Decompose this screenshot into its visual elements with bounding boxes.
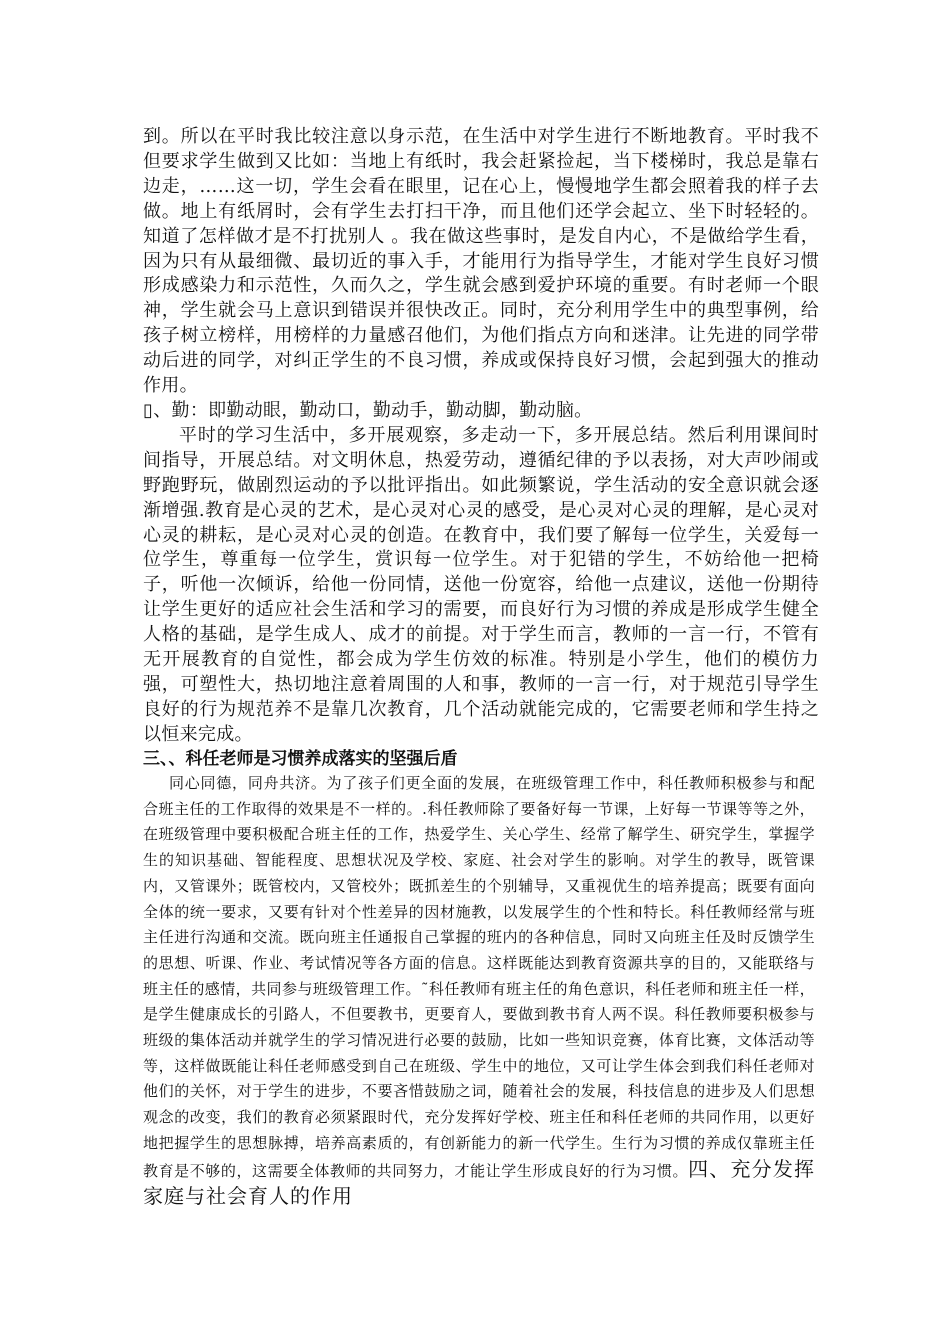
paragraph-diligence-heading (143, 399, 819, 424)
section-heading-3: 三、、科任老师是习惯养成落实的坚强后盾 (143, 749, 458, 769)
paragraph-subject-teachers (143, 771, 815, 1212)
missing-glyph-icon: ▯ (143, 399, 154, 421)
section-heading-4: 四、充分发挥家庭与社会育人的作用 (143, 1156, 815, 1209)
section-2-body (143, 125, 819, 748)
section-3-body (143, 771, 815, 1212)
paragraph-role-model: 到。所以在平时我比较注意以身示范，在生活中对学生进行不断地教育。平时我不但要求学生做到又比如：当地上有纸时，我会赶紧捡起，当下楼梯时，我总是靠右边走，……这一切，学生会看在眼里，记在心上，慢慢地学生都会照着我的样子去做。地上有纸屑时，会有学生去打扫干净，而且他们还学会起立、坐下时轻轻的。知道了怎样做才是不打扰别人 。我在做这些事时，是发自内心，不是做给学生看，因为只有从最细微、最切近的事入手，才能用行为指导学生，才能对学生良好习惯形成感染力和示范性，久而久之，学生就会感到爱护环境的重要。有时老师一个眼神，学生就会马上意识到错误并很快改正。同时，充分利用学生中的典型事例，给孩子树立榜样，用榜样的力量感召他们，为他们指点方向和迷津。让先进的同学带动后进的同学，对纠正学生的不良习惯，养成或保持良好习惯，会起到强大的推动作用。 (143, 126, 819, 397)
subject-teachers-text: 同心同德，同舟共济。为了孩子们更全面的发展，在班级管理工作中，科任教师积极参与和配合班主任的工作取得的效果是不一样的。.科任教师除了要备好每一节课，上好每一节课等等之外，在班级管理中要积极配合班主任的工作，热爱学生、关心学生、经常了解学生、研究学生，掌握学生的知识基础、智能程度、思想状况及学校、家庭、社会对学生的影响。对学生的教导，既管课内，又管课外；既管校内，又管校外；既抓差生的个别辅导，又重视优生的培养提高；既要有面向全体的统一要求，又要有针对个性差异的因材施教，以发展学生的个性和特长。科任教师经常与班主任进行沟通和交流。既向班主任通报自己掌握的班内的各种信息，同时又向班主任及时反馈学生的思想、听课、作业、考试情况等各方面的信息。这样既能达到教育资源共享的目的，又能联络与班主任的感情，共同参与班级管理工作。˜科任教师有班主任的角色意识，科任老师和班主任一样，是学生健康成长的引路人，不但要教书，更要育人，要做到教书育人两不误。科任教师要积极参与班级的集体活动并就学生的学习情况进行必要的鼓励，比如一些知识竞赛，体育比赛，文体活动等等，这样做既能让科任老师感受到自己在班级、学生中的地位，又可让学生体会到我们科任老师对他们的关怀，对于学生的进步，不要吝惜鼓励之词，随着社会的发展，科技信息的进步及人们思想观念的改变，我们的教育必须紧跟时代，充分发挥好学校、班主任和科任老师的共同作用，以更好地把握学生的思想脉搏，培养高素质的，有创新能力的新一代学生。生行为习惯的养成仅靠班主任教育是不够的，这需要全体教师的共同努力，才能让学生形成良好的行为习惯。 (143, 774, 815, 1180)
paragraph-daily-guidance: 平时的学习生活中，多开展观察，多走动一下，多开展总结。然后利用课间时间指导，开展总结。对文明休息，热爱劳动，遵循纪律的予以表扬，对大声吵闹或野跑野玩，做剧烈运动的予以批评指出。如此频繁说，学生活动的安全意识就会逐渐增强.教育是心灵的艺术，是心灵对心灵的感受，是心灵对心灵的理解，是心灵对心灵的耕耘，是心灵对心灵的创造。在教育中，我们要了解每一位学生，关爱每一位学生，尊重每一位学生，赏识每一位学生。对于犯错的学生，不妨给他一把椅子，听他一次倾诉，给他一份同情，送他一份宽容，给他一点建议，送他一份期待让学生更好的适应社会生活和学习的需要，而良好行为习惯的养成是形成学生健全人格的基础，是学生成人、成才的前提。对于学生而言，教师的一言一行，不管有无开展教育的自觉性，都会成为学生仿效的标准。特别是小学生，他们的模仿力强，可塑性大，热切地注意着周围的人和事，教师的一言一行，对于规范引导学生良好的行为规范养不是靠几次教育，几个活动就能完成的，它需要老师和学生持之以恒来完成。 (143, 424, 819, 745)
diligence-heading-text: 、勤：即勤动眼，勤动口，勤动手，勤动脚，勤动脑。 (153, 399, 593, 421)
